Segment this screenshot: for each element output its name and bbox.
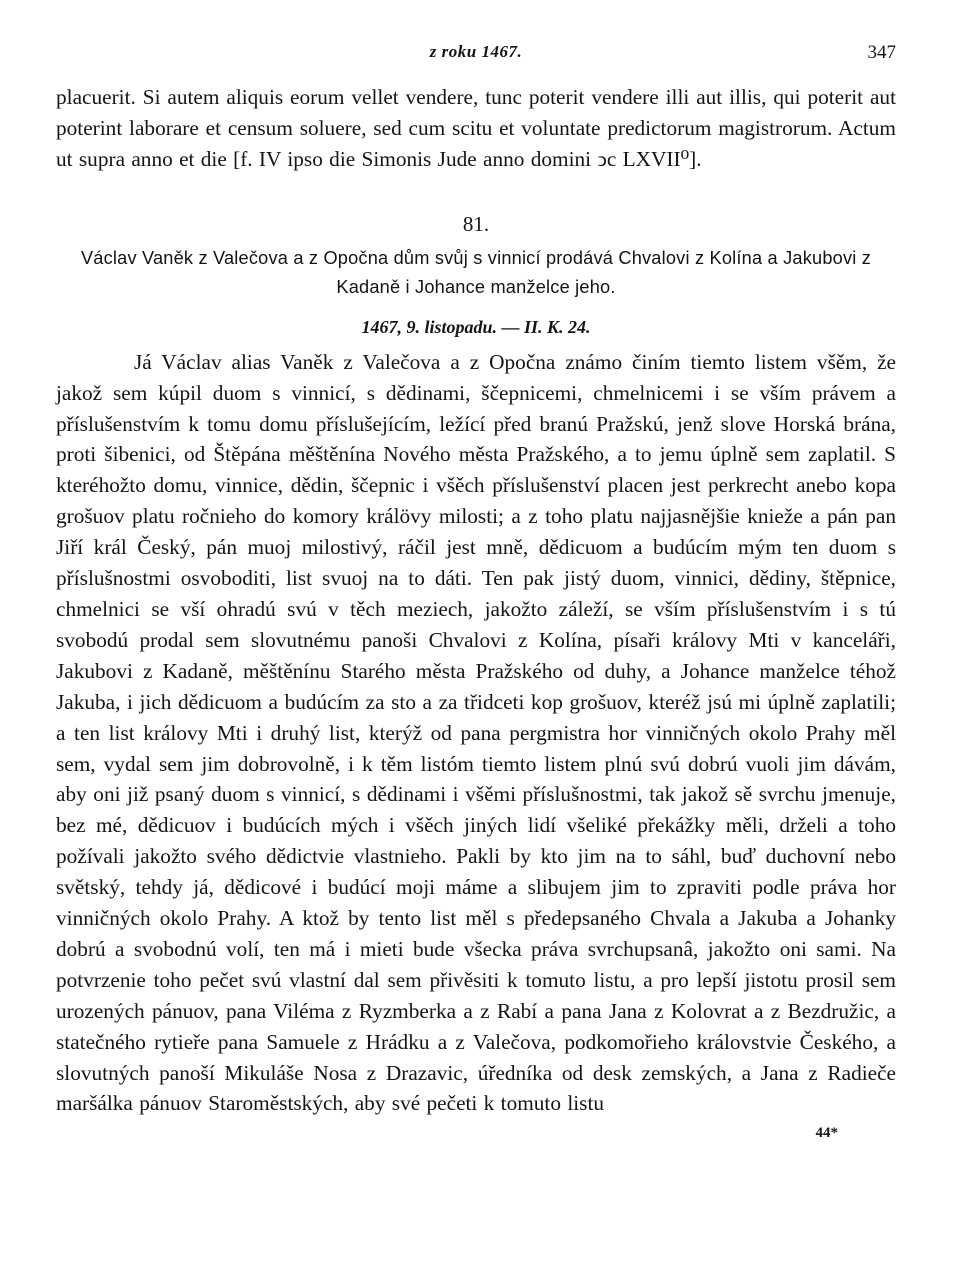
- continuation-paragraph: placuerit. Si autem aliquis eorum vellet vendere, tunc poterit vendere illi aut illis, qui poterit aut poterint laborare et censum soluere, sed cum scitu et voluntate predictorum magistrorum. Actum ut supra anno et die [f. IV ipso die Simonis Jude anno domini ↄc LXVII⁰].: [56, 85, 896, 171]
- signature-mark: 44*: [815, 1125, 838, 1142]
- document-body: Já Václav alias Vaněk z Valečova a z Opočna známo činím tiemto listem všěm, že jakož sem kúpil duom s vinnicí, s dědinami, ščepnicemi, chmelnicemi i se vším právem a příslušenstvím k tomu domu příslušejícím, ležící před branú Pražskú, jenž slove Horská brána, proti šibenici, od Štěpána měštěnína Nového města Pražského, a to jemu úplně sem zaplatil. S kteréhožto domu, vinnice, dědin, ščepnic i všěch příslušenství placen jest perkrecht anebo kopa grošuov platu ročnieho do komory králövy milosti; a z toho platu najjasnějšie knieže a pán pan Jiří král Český, pán muoj milostivý, ráčil jest mně, dědicuom a budúcím mým ten duom s příslušnostmi osvoboditi, list svuoj na to dáti. Ten pak jistý duom, vinnici, dědiny, štěpnice, chmelnici se vší ohradú svú v těch meziech, jakožto záleží, se vším příslušenstvím i s tú svobodú prodal sem slovutnému panoši Chvalovi z Kolína, písaři královy Mti v kanceláři, Jakubovi z Kadaně, měštěnínu Starého města Pražského od duhy, a Johance manželce téhož Jakuba, i jich dědicuom a budúcím za sto a za třidceti kop grošuov, kteréž jsú mi úplně zaplatili; a ten list královy Mti i druhý list, kterýž od pana pergmistra hor vinničných okolo Prahy měl sem, vydal sem jim dobrovolně, i k těm listóm tiemto listem plnú svú dobrú vuoli jim dávám, aby oni již psaný duom s vinnicí, s dědinami i všěmi příslušnostmi, tak jakož sě svrchu jmenuje, bez mé, dědicuov i budúcích mých i všěch jiných lidí všeliké překážky měli, drželi a toho požívali jakožto svého dědictvie vlastnieho. Pakli by kto jim na to sáhl, buď duchovní nebo světský, tehdy já, dědicové i budúcí moji máme a slibujem jim to zpraviti podle práva hor vinničných okolo Prahy. A ktož by tento list měl s předepsaného Chvala a Jakuba a Johanky dobrú a svobodnú volí, ten má i mieti bude všecka práva svrchupsanâ, jakožto oni sami. Na potvrzenie toho pečet svú vlastní dal sem přivěsiti k tomuto listu, a pro lepší jistotu prosil sem urozených pánuov, pana Viléma z Ryzmberka a z Rabí a pana Jana z Kolovrat a z Bezdružic, a statečného rytieře pana Samuele z Hrádku a z Valečova, podkomořieho královstvie Českého, a slovutných panoší Mikuláše Nosa z Drazavic, úředníka od desk zemských, a Jana z Radieče maršálka pánuov Staroměstských, aby své pečeti k tomuto listu: [56, 349, 896, 1116]
- document-dateline: 1467, 9. listopadu. — II. K. 24.: [361, 316, 591, 337]
- document-regest: Václav Vaněk z Valečova a z Opočna dům svůj s vinnicí prodává Chvalovi z Kolína a Jakubovi z Kadaně i Johance manželce jeho.: [80, 247, 872, 297]
- document-number: 81.: [462, 211, 490, 236]
- running-title: z roku 1467.: [429, 42, 523, 61]
- book-page: [56, 36, 896, 1143]
- running-head: [56, 36, 896, 66]
- page-number: 347: [867, 42, 896, 63]
